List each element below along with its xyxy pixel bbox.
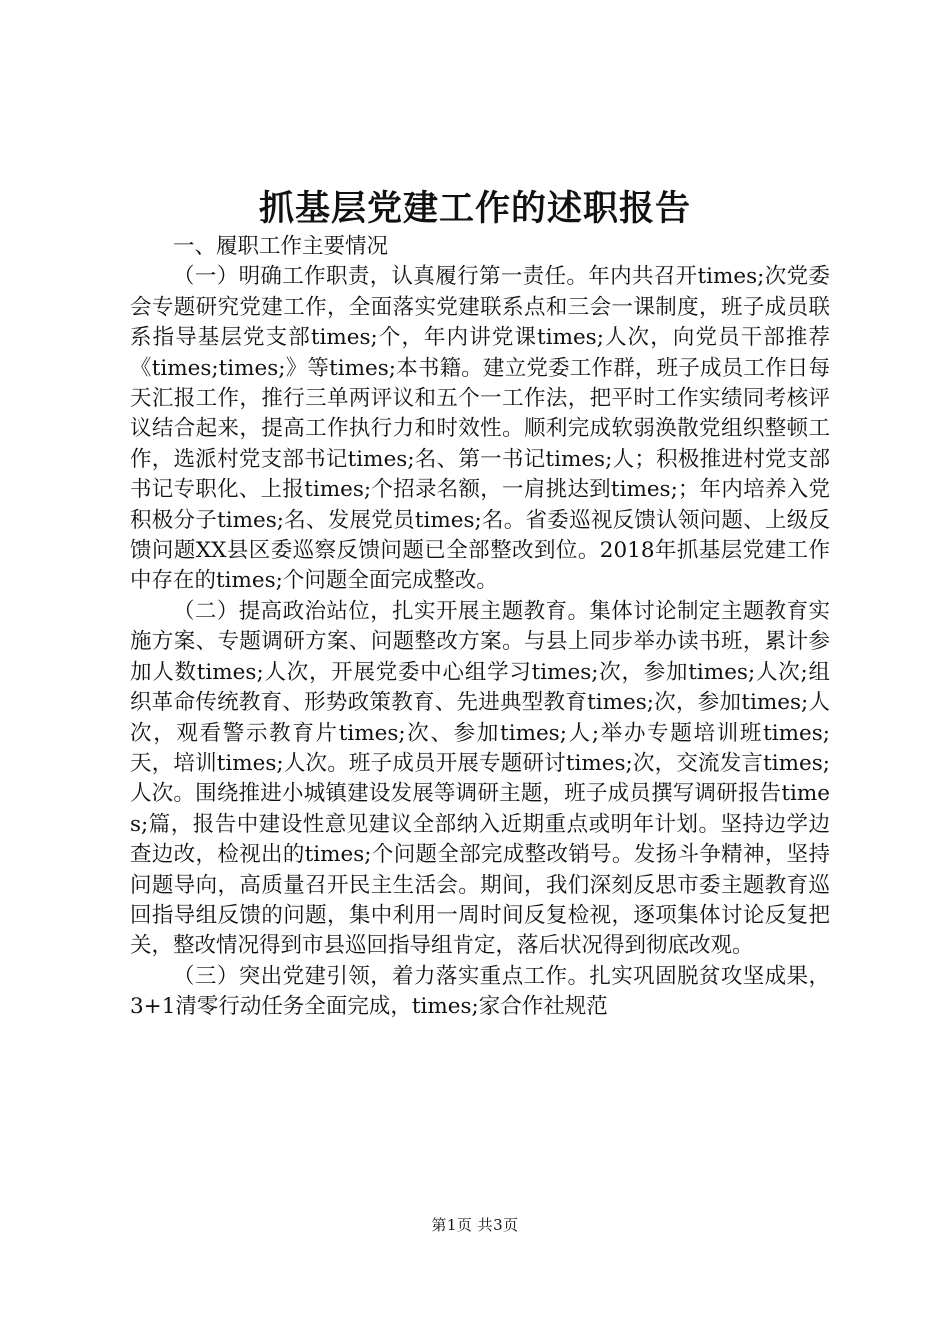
section-heading: 一、履职工作主要情况: [173, 234, 389, 259]
document-body: [130, 232, 830, 1023]
document-title: 抓基层党建工作的述职报告: [258, 188, 691, 229]
page-number-footer: 第1页 共3页: [431, 1216, 519, 1234]
paragraph-1: （一）明确工作职责，认真履行第一责任。年内共召开times;次党委会专题研究党建工作，全面落实党建联系点和三会一课制度，班子成员联系指导基层党支部times;个，年内讲党课times;人次，向党员干部推荐《times;times;》等times;本书籍。建立党委工作群，班子成员工作日每天汇报工作，推行三单两评议和五个一工作法，把平时工作实绩同考核评议结合起来，提高工作执行力和时效性。顺利完成软弱涣散党组织整顿工作，选派村党支部书记times;名、第一书记times;人；积极推进村党支部书记专职化、上报times;个招录名额，一肩挑达到times;；年内培养入党积极分子times;名、发展党员times;名。省委巡视反馈认领问题、上级反馈问题XX县区委巡察反馈问题已全部整改到位。2018年抓基层党建工作中存在的times;个问题全面完成整改。: [130, 264, 830, 594]
paragraph-3: （三）突出党建引领，着力落实重点工作。扎实巩固脱贫攻坚成果，3+1清零行动任务全面完成，times;家合作社规范: [130, 963, 830, 1020]
paragraph-2: （二）提高政治站位，扎实开展主题教育。集体讨论制定主题教育实施方案、专题调研方案、问题整改方案。与县上同步举办读书班，累计参加人数times;人次，开展党委中心组学习times;次，参加times;人次;组织革命传统教育、形势政策教育、先进典型教育times;次，参加times;人次，观看警示教育片times;次、参加times;人;举办专题培训班times;天，培训times;人次。班子成员开展专题研讨times;次，交流发言times;人次。围绕推进小城镇建设发展等调研主题，班子成员撰写调研报告times;篇，报告中建设性意见建议全部纳入近期重点或明年计划。坚持边学边查边改，检视出的times;个问题全部完成整改销号。发扬斗争精神，坚持问题导向，高质量召开民主生活会。期间，我们深刻反思市委主题教育巡回指导组反馈的问题，集中利用一周时间反复检视，逐项集体讨论反复把关，整改情况得到市县巡回指导组肯定，落后状况得到彻底改观。: [130, 598, 830, 959]
